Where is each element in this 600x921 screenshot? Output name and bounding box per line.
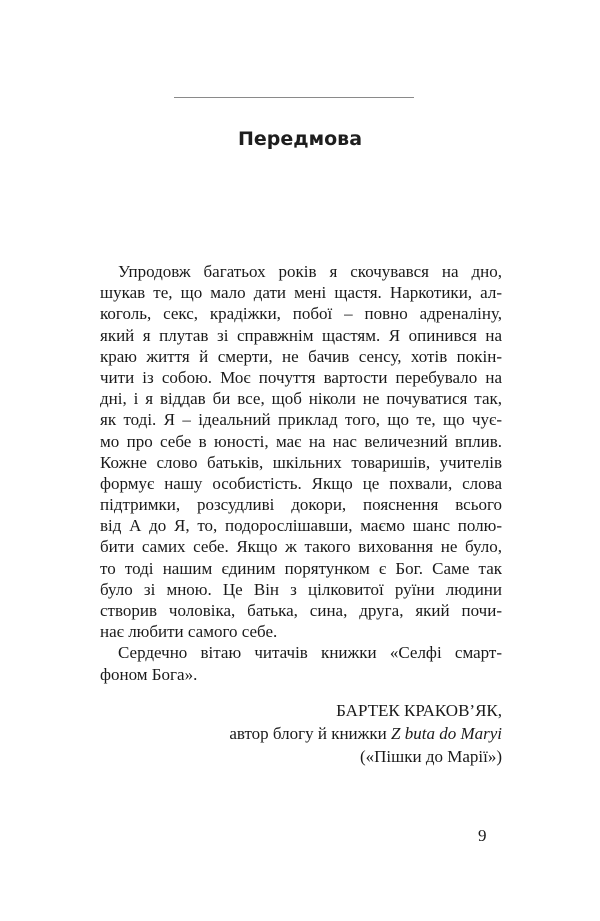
text-line: від А до Я, то, подорослішавши, маємо шанс полю- [100, 516, 502, 536]
text-line: формує нашу особистість. Якщо це похвали, слова [100, 473, 502, 493]
preface-body [100, 261, 502, 685]
text-line: Сердечно вітаю читачів книжки «Селфі смарт- [118, 643, 502, 663]
text-line: шукав те, що мало дати мені щастя. Наркотики, ал- [100, 283, 502, 303]
page-number: 9 [478, 826, 487, 845]
text-line: було зі мною. Це Він з цілковитої руїни людини [100, 579, 502, 599]
text-line: бити самих себе. Якщо ж такого виховання не було, [100, 537, 502, 557]
page-title: Передмова [237, 128, 363, 150]
header-rule [174, 97, 414, 98]
text-line: який я плутав зі справжнім щастям. Я опинився на [100, 325, 502, 345]
book-translation: («Пішки до Марії») [359, 747, 502, 766]
text-line: краю життя й смерти, не бачив сенсу, хотів покін- [100, 346, 502, 366]
author-description [229, 722, 502, 745]
text-line: створив чоловіка, батька, сина, друга, який почи- [100, 601, 502, 620]
book-title: Z buta do Maryi [391, 724, 502, 743]
text-line: то тоді нашим єдиним порятунком є Бог. Саме так [100, 558, 502, 578]
text-line: підтримки, розсудливі докори, пояснення всього [100, 495, 502, 515]
author-name: БАРТЕК КРАКОВ’ЯК, [336, 701, 502, 720]
text-line: фоном Бога». [100, 664, 198, 684]
text-line: коголь, секс, крадіжки, побої – повно адреналіну, [100, 304, 502, 324]
text-line: як тоді. Я – ідеальний приклад того, що те, що чує- [100, 410, 502, 430]
text-line: чити із собою. Моє почуття вартости перебувало на [100, 367, 502, 387]
text-line: Кожне слово батьків, шкільних товаришів, учителів [100, 452, 502, 472]
signature-block [229, 699, 502, 768]
author-role: автор блогу й книжки [229, 724, 387, 743]
text-line: Упродовж багатьох років я скочувався на дно, [118, 262, 502, 281]
text-line: мо про себе в юності, має на нас величезний вплив. [100, 431, 502, 451]
text-line: нає любити самого себе. [100, 622, 278, 642]
text-line: дні, і я віддав би все, щоб ніколи не почуватися так, [100, 389, 502, 409]
